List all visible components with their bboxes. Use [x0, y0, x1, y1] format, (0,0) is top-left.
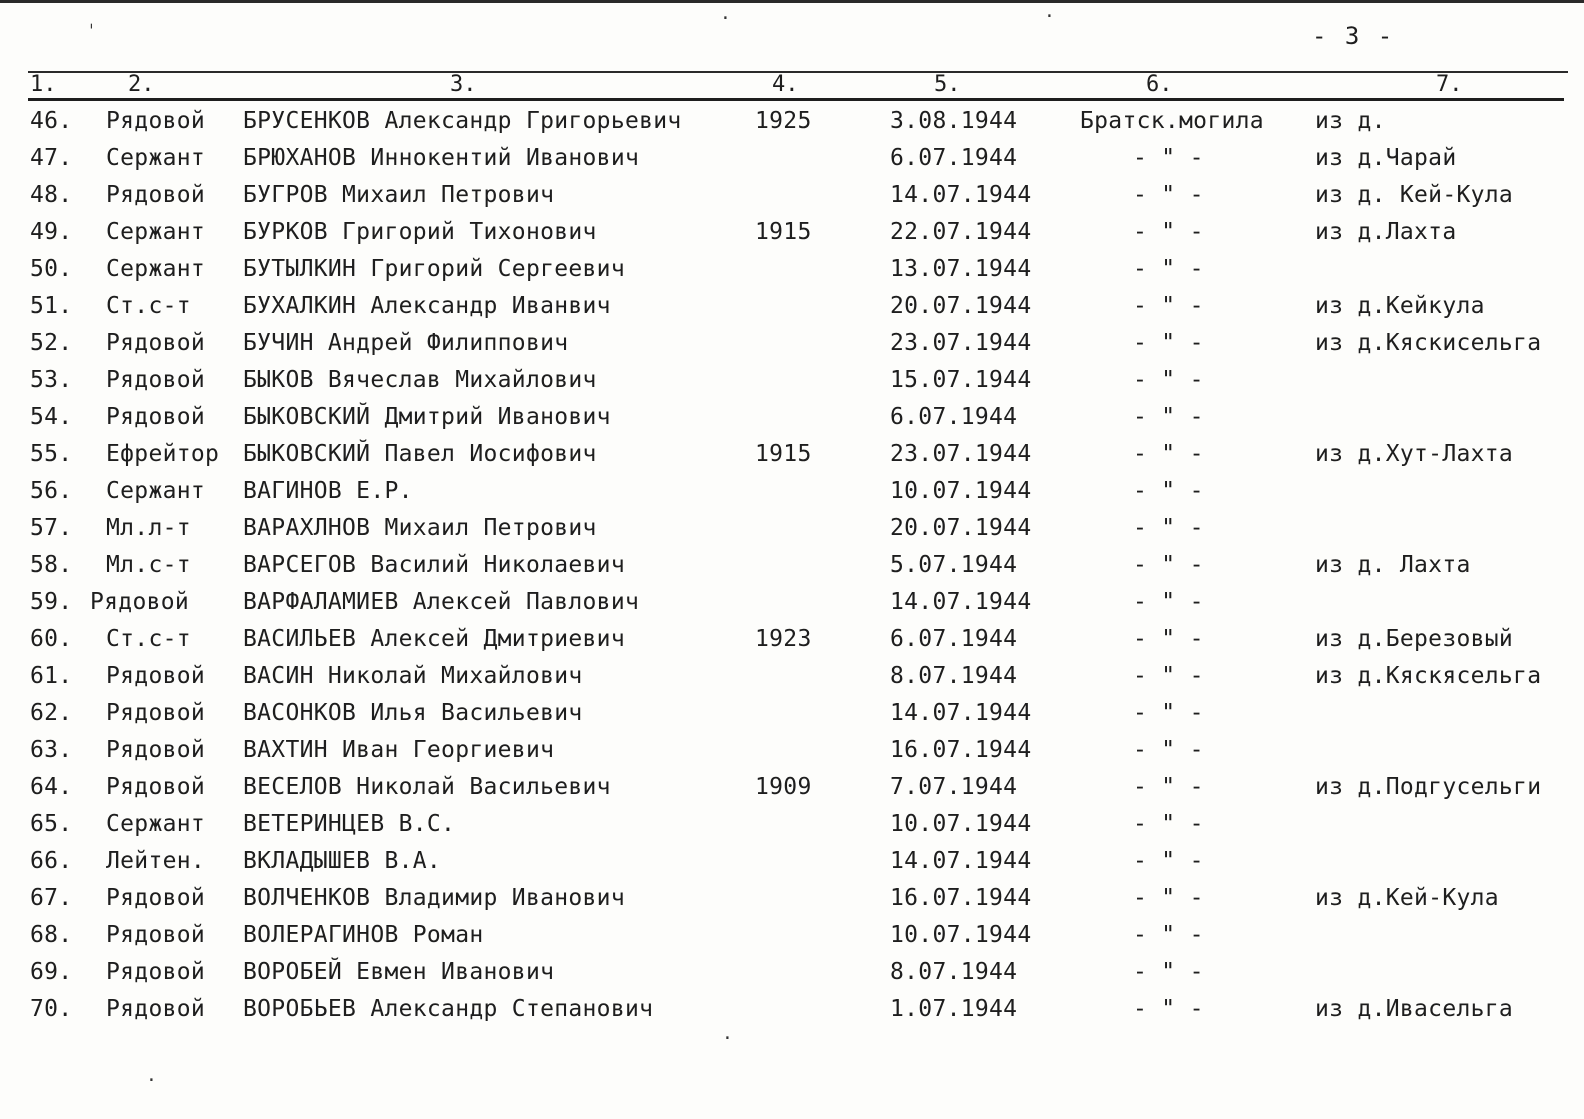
top-border-line — [0, 0, 1584, 3]
origin-place: из д.Кейкула — [1315, 293, 1485, 319]
full-name: БЫКОВСКИЙ Павел Иосифович — [243, 441, 597, 467]
military-rank: Рядовой — [106, 774, 206, 800]
burial-place: - " - — [1133, 737, 1204, 763]
row-number: 53. — [30, 367, 73, 393]
row-number: 70. — [30, 996, 73, 1022]
table-row — [0, 737, 1584, 773]
row-number: 59. — [30, 589, 73, 615]
burial-place: - " - — [1133, 811, 1204, 837]
date-of-death: 10.07.1944 — [890, 922, 1032, 948]
column-header-2: 2. — [128, 72, 155, 97]
table-row — [0, 848, 1584, 884]
burial-place: - " - — [1133, 182, 1204, 208]
table-row — [0, 478, 1584, 514]
date-of-death: 6.07.1944 — [890, 145, 1018, 171]
origin-place: из д. Лахта — [1315, 552, 1471, 578]
full-name: ВАСОНКОВ Илья Васильевич — [243, 700, 583, 726]
burial-place: - " - — [1133, 478, 1204, 504]
row-number: 62. — [30, 700, 73, 726]
date-of-death: 6.07.1944 — [890, 404, 1018, 430]
table-row — [0, 663, 1584, 699]
full-name: БЫКОВСКИЙ Дмитрий Иванович — [243, 404, 611, 430]
burial-place: - " - — [1133, 293, 1204, 319]
table-row — [0, 589, 1584, 625]
military-rank: Рядовой — [106, 182, 206, 208]
row-number: 46. — [30, 108, 73, 134]
burial-place: - " - — [1133, 515, 1204, 541]
military-rank: Ст.с-т — [106, 293, 191, 319]
column-header-5: 5. — [934, 72, 961, 97]
burial-place: - " - — [1133, 256, 1204, 282]
military-rank: Рядовой — [106, 700, 206, 726]
military-rank: Лейтен. — [106, 848, 206, 874]
row-number: 55. — [30, 441, 73, 467]
date-of-death: 16.07.1944 — [890, 737, 1032, 763]
column-header-6: 6. — [1146, 72, 1173, 97]
military-rank: Мл.л-т — [106, 515, 191, 541]
row-number: 54. — [30, 404, 73, 430]
military-rank: Рядовой — [106, 330, 206, 356]
date-of-death: 15.07.1944 — [890, 367, 1032, 393]
full-name: ВАСИН Николай Михайлович — [243, 663, 583, 689]
row-number: 65. — [30, 811, 73, 837]
full-name: БУГРОВ Михаил Петрович — [243, 182, 555, 208]
table-row — [0, 441, 1584, 477]
row-number: 58. — [30, 552, 73, 578]
burial-place: - " - — [1133, 663, 1204, 689]
origin-place: из д.Чарай — [1315, 145, 1457, 171]
date-of-death: 13.07.1944 — [890, 256, 1032, 282]
table-row — [0, 108, 1584, 144]
full-name: БЫКОВ Вячеслав Михайлович — [243, 367, 597, 393]
date-of-death: 22.07.1944 — [890, 219, 1032, 245]
date-of-death: 5.07.1944 — [890, 552, 1018, 578]
row-number: 50. — [30, 256, 73, 282]
row-number: 57. — [30, 515, 73, 541]
burial-place: - " - — [1133, 330, 1204, 356]
row-number: 48. — [30, 182, 73, 208]
military-rank: Рядовой — [106, 885, 206, 911]
date-of-death: 8.07.1944 — [890, 663, 1018, 689]
birth-year: 1925 — [755, 108, 812, 134]
burial-place: - " - — [1133, 145, 1204, 171]
origin-place: из д.Кяскисельга — [1315, 330, 1542, 356]
military-rank: Ст.с-т — [106, 626, 191, 652]
burial-place: - " - — [1133, 626, 1204, 652]
burial-place: - " - — [1133, 367, 1204, 393]
table-row — [0, 552, 1584, 588]
table-row — [0, 256, 1584, 292]
table-row — [0, 404, 1584, 440]
full-name: ВАРСЕГОВ Василий Николаевич — [243, 552, 625, 578]
full-name: БРЮХАНОВ Иннокентий Иванович — [243, 145, 640, 171]
military-rank: Рядовой — [106, 959, 206, 985]
burial-place: - " - — [1133, 219, 1204, 245]
military-rank: Сержант — [106, 811, 206, 837]
burial-place: - " - — [1133, 885, 1204, 911]
military-rank: Рядовой — [106, 996, 206, 1022]
military-rank: Сержант — [106, 478, 206, 504]
row-number: 61. — [30, 663, 73, 689]
origin-place: из д.Кей-Кула — [1315, 885, 1499, 911]
paper-speck: ˌ — [86, 10, 97, 31]
table-row — [0, 959, 1584, 995]
column-header-3: 3. — [450, 72, 477, 97]
burial-place: - " - — [1133, 700, 1204, 726]
table-row — [0, 330, 1584, 366]
military-rank: Мл.с-т — [106, 552, 191, 578]
row-number: 69. — [30, 959, 73, 985]
date-of-death: 20.07.1944 — [890, 293, 1032, 319]
burial-place: - " - — [1133, 922, 1204, 948]
column-header-1: 1. — [30, 72, 57, 97]
row-number: 64. — [30, 774, 73, 800]
table-row — [0, 922, 1584, 958]
full-name: ВКЛАДЫШЕВ В.А. — [243, 848, 442, 874]
row-number: 52. — [30, 330, 73, 356]
paper-speck: · — [1044, 6, 1055, 27]
column-header-4: 4. — [772, 72, 799, 97]
date-of-death: 7.07.1944 — [890, 774, 1018, 800]
full-name: БУТЫЛКИН Григорий Сергеевич — [243, 256, 625, 282]
birth-year: 1915 — [755, 441, 812, 467]
full-name: ВАРФАЛАМИЕВ Алексей Павлович — [243, 589, 640, 615]
military-rank: Ефрейтор — [106, 441, 220, 467]
full-name: ВЕТЕРИНЦЕВ В.С. — [243, 811, 456, 837]
origin-place: из д.Ивасельга — [1315, 996, 1514, 1022]
birth-year: 1915 — [755, 219, 812, 245]
table-row — [0, 700, 1584, 736]
date-of-death: 10.07.1944 — [890, 811, 1032, 837]
origin-place: из д.Кяскясельга — [1315, 663, 1542, 689]
military-rank: Сержант — [106, 256, 206, 282]
burial-place: - " - — [1133, 848, 1204, 874]
date-of-death: 20.07.1944 — [890, 515, 1032, 541]
row-number: 63. — [30, 737, 73, 763]
table-row — [0, 293, 1584, 329]
full-name: БРУСЕНКОВ Александр Григорьевич — [243, 108, 682, 134]
burial-place: - " - — [1133, 404, 1204, 430]
birth-year: 1923 — [755, 626, 812, 652]
origin-place: из д.Лахта — [1315, 219, 1457, 245]
header-bottom-rule — [28, 98, 1564, 101]
date-of-death: 6.07.1944 — [890, 626, 1018, 652]
military-rank: Сержант — [106, 145, 206, 171]
date-of-death: 14.07.1944 — [890, 700, 1032, 726]
burial-place: - " - — [1133, 589, 1204, 615]
full-name: БУХАЛКИН Александр Иванвич — [243, 293, 611, 319]
military-rank: Рядовой — [106, 663, 206, 689]
table-row — [0, 996, 1584, 1032]
date-of-death: 16.07.1944 — [890, 885, 1032, 911]
burial-place: - " - — [1133, 441, 1204, 467]
row-number: 68. — [30, 922, 73, 948]
date-of-death: 14.07.1944 — [890, 589, 1032, 615]
military-rank: Рядовой — [106, 367, 206, 393]
burial-place: - " - — [1133, 774, 1204, 800]
table-row — [0, 885, 1584, 921]
date-of-death: 14.07.1944 — [890, 848, 1032, 874]
full-name: ВАХТИН Иван Георгиевич — [243, 737, 555, 763]
row-number: 60. — [30, 626, 73, 652]
military-rank: Рядовой — [106, 737, 206, 763]
table-row — [0, 515, 1584, 551]
full-name: ВЕСЕЛОВ Николай Васильевич — [243, 774, 611, 800]
military-rank: Рядовой — [106, 404, 206, 430]
paper-speck: · — [720, 8, 731, 29]
full-name: ВАГИНОВ Е.Р. — [243, 478, 413, 504]
table-row — [0, 182, 1584, 218]
full-name: ВОЛЕРАГИНОВ Роман — [243, 922, 484, 948]
burial-place: - " - — [1133, 552, 1204, 578]
date-of-death: 23.07.1944 — [890, 330, 1032, 356]
origin-place: из д.Подгусельги — [1315, 774, 1542, 800]
paper-speck: · — [722, 1028, 733, 1049]
burial-place: - " - — [1133, 959, 1204, 985]
military-rank: Рядовой — [106, 108, 206, 134]
table-row — [0, 774, 1584, 810]
full-name: БУРКОВ Григорий Тихонович — [243, 219, 597, 245]
row-number: 66. — [30, 848, 73, 874]
table-row — [0, 626, 1584, 662]
row-number: 49. — [30, 219, 73, 245]
origin-place: из д.Хут-Лахта — [1315, 441, 1514, 467]
birth-year: 1909 — [755, 774, 812, 800]
table-row — [0, 219, 1584, 255]
full-name: ВОРОБЬЕВ Александр Степанович — [243, 996, 654, 1022]
full-name: ВАРАХЛНОВ Михаил Петрович — [243, 515, 597, 541]
full-name: ВАСИЛЬЕВ Алексей Дмитриевич — [243, 626, 625, 652]
column-header-7: 7. — [1436, 72, 1463, 97]
origin-place: из д.Березовый — [1315, 626, 1514, 652]
row-number: 47. — [30, 145, 73, 171]
row-number: 67. — [30, 885, 73, 911]
table-row — [0, 811, 1584, 847]
date-of-death: 3.08.1944 — [890, 108, 1018, 134]
burial-place: Братск.могила — [1080, 108, 1264, 134]
table-row — [0, 145, 1584, 181]
military-rank: Рядовой — [106, 922, 206, 948]
full-name: БУЧИН Андрей Филиппович — [243, 330, 569, 356]
date-of-death: 23.07.1944 — [890, 441, 1032, 467]
paper-speck: · — [146, 1070, 157, 1091]
page-number: - 3 - — [1312, 22, 1395, 50]
date-of-death: 14.07.1944 — [890, 182, 1032, 208]
table-row — [0, 367, 1584, 403]
burial-place: - " - — [1133, 996, 1204, 1022]
military-rank: Сержант — [106, 219, 206, 245]
date-of-death: 1.07.1944 — [890, 996, 1018, 1022]
date-of-death: 8.07.1944 — [890, 959, 1018, 985]
full-name: ВОЛЧЕНКОВ Владимир Иванович — [243, 885, 625, 911]
row-number: 51. — [30, 293, 73, 319]
military-rank: Рядовой — [90, 589, 190, 615]
date-of-death: 10.07.1944 — [890, 478, 1032, 504]
origin-place: из д. — [1315, 108, 1386, 134]
origin-place: из д. Кей-Кула — [1315, 182, 1514, 208]
row-number: 56. — [30, 478, 73, 504]
full-name: ВОРОБЕЙ Евмен Иванович — [243, 959, 555, 985]
